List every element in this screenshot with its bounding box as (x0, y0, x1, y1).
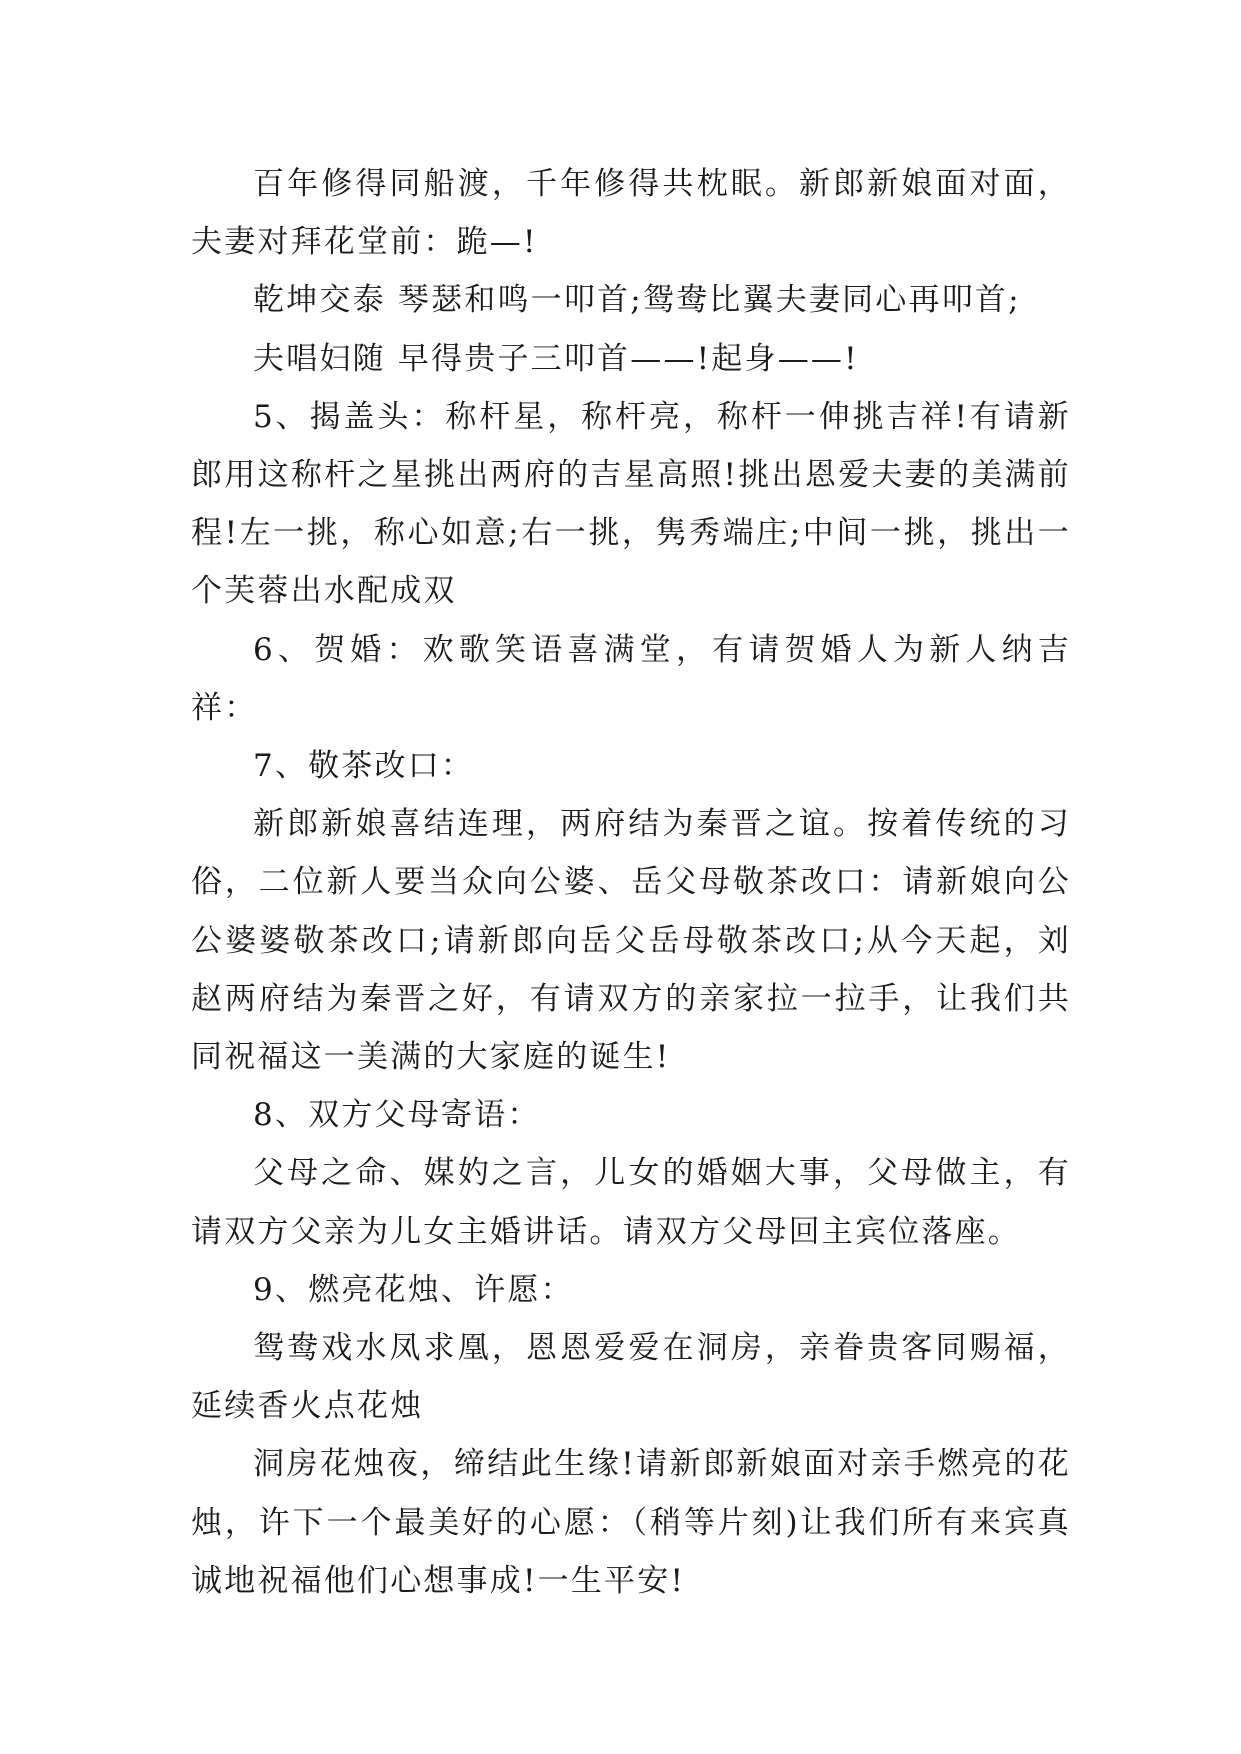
paragraph-kneel: 百年修得同船渡，千年修得共枕眠。新郎新娘面对面，夫妻对拜花堂前：跪—! (191, 166, 1071, 261)
paragraph-parents-message: 父母之命、媒妁之言，儿女的婚姻大事，父母做主，有请双方父亲为儿女主婚讲话。请双方父母回主宾位落座。 (191, 1155, 1071, 1250)
document-body (191, 155, 1071, 1610)
heading-candle-wish: 9、燃亮花烛、许愿： (253, 1271, 574, 1308)
paragraph-congratulations: 6、贺婚：欢歌笑语喜满堂，有请贺婚人为新人纳吉祥： (191, 631, 1071, 726)
paragraph-third-kowtow: 夫唱妇随 早得贵子三叩首——!起身——! (253, 340, 859, 377)
heading-tea-ceremony: 7、敬茶改口： (253, 748, 475, 785)
heading-parents-message: 8、双方父母寄语： (253, 1097, 541, 1134)
paragraph-first-kowtow: 乾坤交泰 琴瑟和鸣一叩首;鸳鸯比翼夫妻同心再叩首; (253, 282, 1021, 319)
paragraph-candle-verse: 鸳鸯戏水凤求凰，恩恩爱爱在洞房，亲眷贵客同赐福，延续香火点花烛 (191, 1330, 1071, 1425)
paragraph-tea-ceremony: 新郎新娘喜结连理，两府结为秦晋之谊。按着传统的习俗，二位新人要当众向公婆、岳父母敬茶改口：请新娘向公公婆婆敬茶改口;请新郎向岳父岳母敬茶改口;从今天起，刘赵两府结为秦晋之好，有请双方的亲家拉一拉手，让我们共同祝福这一美满的大家庭的诞生! (191, 806, 1071, 1076)
paragraph-lift-veil: 5、揭盖头：称杆星，称杆亮，称杆一伸挑吉祥!有请新郎用这称杆之星挑出两府的吉星高照!挑出恩爱夫妻的美满前程!左一挑，称心如意;右一挑，隽秀端庄;中间一挑，挑出一个芙蓉出水配成双 (191, 398, 1071, 610)
paragraph-candle-wish: 洞房花烛夜，缔结此生缘!请新郎新娘面对亲手燃亮的花烛，许下一个最美好的心愿：（稍等片刻)让我们所有来宾真诚地祝福他们心想事成!一生平安! (191, 1446, 1071, 1599)
